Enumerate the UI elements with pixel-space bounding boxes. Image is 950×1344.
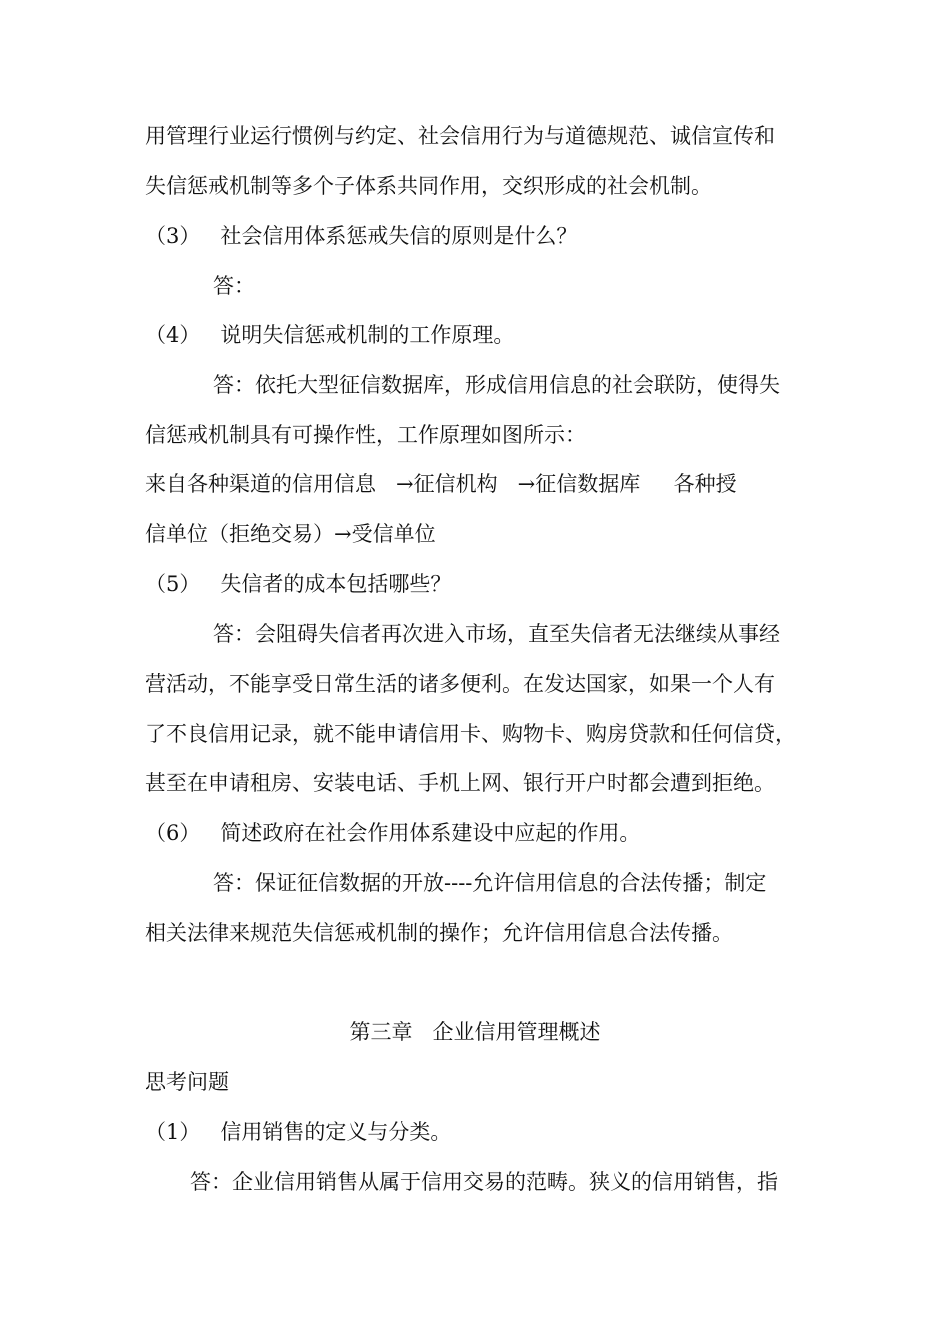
answer-4-line-1: 答：依托大型征信数据库，形成信用信息的社会联防，使得失 xyxy=(213,373,780,397)
answer-1-line-1: 答：企业信用销售从属于信用交易的范畴。狭义的信用销售，指 xyxy=(190,1170,778,1194)
answer-5-line-4: 甚至在申请租房、安装电话、手机上网、银行开户时都会遭到拒绝。 xyxy=(145,771,775,795)
answer-5-line-3: 了不良信用记录，就不能申请信用卡、购物卡、购房贷款和任何信贷， xyxy=(145,722,796,746)
paragraph-line-1: 用管理行业运行惯例与约定、社会信用行为与道德规范、诚信宣传和 xyxy=(145,124,775,148)
flow-line-1: 来自各种渠道的信用信息 →征信机构 →征信数据库 各种授 xyxy=(145,472,737,496)
answer-6-line-1: 答：保证征信数据的开放----允许信用信息的合法传播；制定 xyxy=(213,871,767,895)
flow-line-2: 信单位（拒绝交易）→受信单位 xyxy=(145,522,436,546)
section-heading: 思考问题 xyxy=(145,1070,229,1094)
chapter-title: 第三章 企业信用管理概述 xyxy=(349,1020,601,1044)
question-5: （5） 失信者的成本包括哪些？ xyxy=(145,572,452,596)
question-3: （3） 社会信用体系惩戒失信的原则是什么？ xyxy=(145,224,578,248)
question-4: （4） 说明失信惩戒机制的工作原理。 xyxy=(145,323,515,347)
paragraph-line-2: 失信惩戒机制等多个子体系共同作用，交织形成的社会机制。 xyxy=(145,174,712,198)
question-1: （1） 信用销售的定义与分类。 xyxy=(145,1120,452,1144)
question-6: （6） 简述政府在社会作用体系建设中应起的作用。 xyxy=(145,821,641,845)
answer-6-line-2: 相关法律来规范失信惩戒机制的操作；允许信用信息合法传播。 xyxy=(145,921,733,945)
answer-5-line-2: 营活动，不能享受日常生活的诸多便利。在发达国家，如果一个人有 xyxy=(145,672,775,696)
answer-5-line-1: 答：会阻碍失信者再次进入市场，直至失信者无法继续从事经 xyxy=(213,622,780,646)
answer-4-line-2: 信惩戒机制具有可操作性，工作原理如图所示： xyxy=(145,423,586,447)
answer-3: 答： xyxy=(213,274,255,298)
